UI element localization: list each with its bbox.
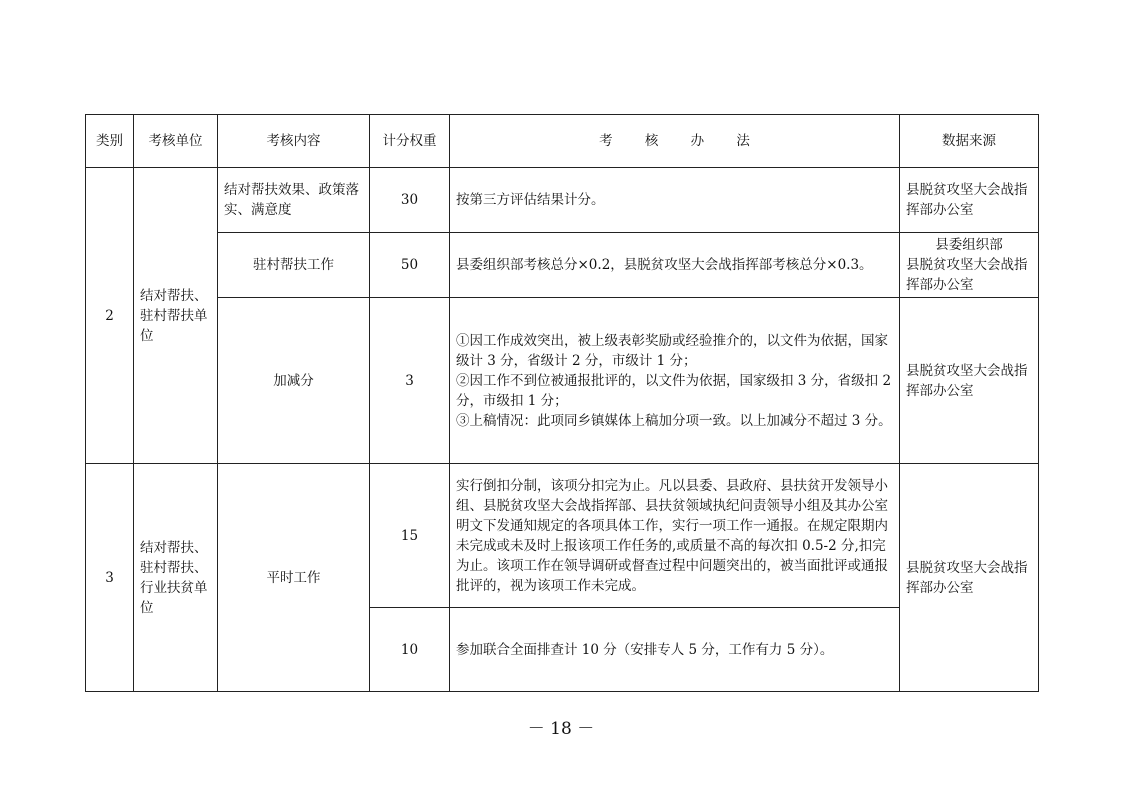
content-cell: 结对帮扶效果、政策落实、满意度 xyxy=(218,168,370,233)
table-row xyxy=(86,233,1039,298)
source-cell: 县脱贫攻坚大会战指挥部办公室 xyxy=(900,298,1039,464)
source-cell: 县脱贫攻坚大会战指挥部办公室 xyxy=(900,464,1039,692)
header-source: 数据来源 xyxy=(900,115,1039,168)
weight-cell: 3 xyxy=(370,298,450,464)
header-unit: 考核单位 xyxy=(134,115,218,168)
category-cell: 2 xyxy=(86,168,134,464)
header-content: 考核内容 xyxy=(218,115,370,168)
method-cell: ①因工作成效突出，被上级表彰奖励或经验推介的，以文件为依据，国家级计 3 分，省级计 2 分，市级计 1 分； ②因工作不到位被通报批评的，以文件为依据，国家级扣 3 分，省级扣 2 分，市级扣 1 分； ③上稿情况：此项同乡镇媒体上稿加分项一致。以上加减分不超过 3 分。 xyxy=(450,298,900,464)
weight-cell: 10 xyxy=(370,608,450,692)
content-cell: 驻村帮扶工作 xyxy=(218,233,370,298)
method-cell: 参加联合全面排查计 10 分（安排专人 5 分，工作有力 5 分）。 xyxy=(450,608,900,692)
content-cell: 加减分 xyxy=(218,298,370,464)
header-weight: 计分权重 xyxy=(370,115,450,168)
source-line-2: 县脱贫攻坚大会战指挥部办公室 xyxy=(906,257,1028,293)
table-row xyxy=(86,464,1039,608)
header-row xyxy=(86,115,1039,168)
source-cell: 县脱贫攻坚大会战指挥部办公室 xyxy=(900,168,1039,233)
weight-cell: 30 xyxy=(370,168,450,233)
table-row xyxy=(86,168,1039,233)
weight-cell: 15 xyxy=(370,464,450,608)
method-cell: 县委组织部考核总分×0.2，县脱贫攻坚大会战指挥部考核总分×0.3。 xyxy=(450,233,900,298)
method-cell: 按第三方评估结果计分。 xyxy=(450,168,900,233)
source-line-1: 县委组织部 xyxy=(935,237,1003,253)
header-category: 类别 xyxy=(86,115,134,168)
category-cell: 3 xyxy=(86,464,134,692)
source-cell xyxy=(900,233,1039,298)
weight-cell: 50 xyxy=(370,233,450,298)
header-method: 考 核 办 法 xyxy=(450,115,900,168)
unit-cell: 结对帮扶、驻村帮扶、行业扶贫单位 xyxy=(134,464,218,692)
unit-cell: 结对帮扶、驻村帮扶单位 xyxy=(134,168,218,464)
page-number: － 18 － xyxy=(527,719,595,739)
method-cell: 实行倒扣分制，该项分扣完为止。凡以县委、县政府、县扶贫开发领导小组、县脱贫攻坚大会战指挥部、县扶贫领域执纪问责领导小组及其办公室明文下发通知规定的各项具体工作，实行一项工作一通报。在规定限期内未完成或未及时上报该项工作任务的,或质量不高的每次扣 0.5-2 分,扣完为止。该项工作在领导调研或督查过程中问题突出的，被当面批评或通报批评的，视为该项工作未完成。 xyxy=(450,464,900,608)
assessment-table xyxy=(85,114,1039,692)
table-row xyxy=(86,298,1039,464)
content-cell: 平时工作 xyxy=(218,464,370,692)
